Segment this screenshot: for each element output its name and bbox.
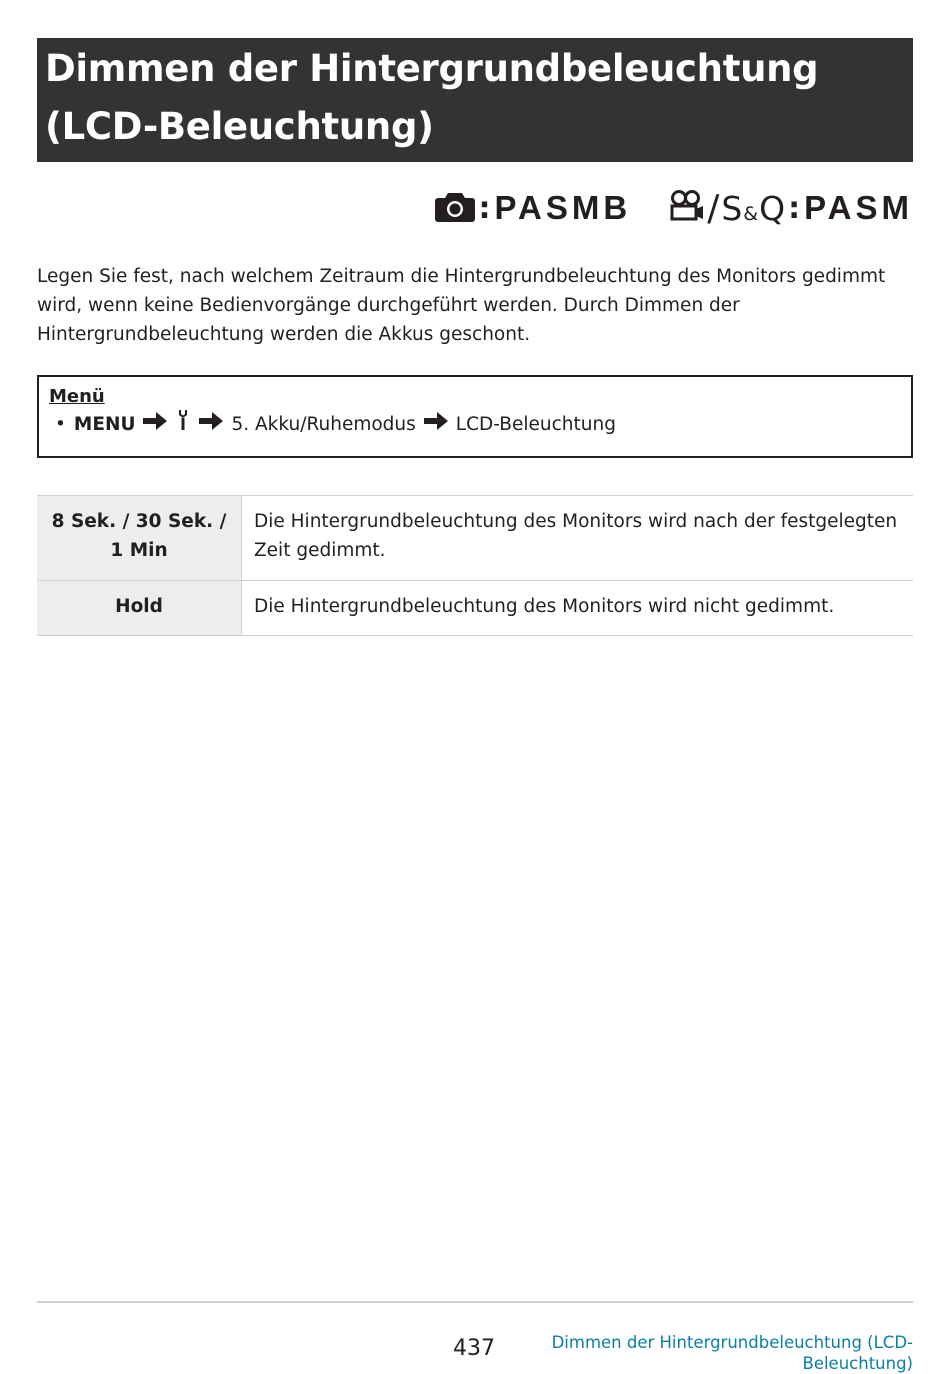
menu-root: MENU: [73, 414, 136, 435]
sq-letter-q: Q: [759, 188, 786, 228]
sq-mode-label: [721, 189, 785, 228]
still-modes: [435, 189, 631, 227]
table-row: [37, 581, 913, 636]
mode-slash: /: [707, 187, 720, 229]
option-key: 8 Sek. / 30 Sek. / 1 Min: [37, 496, 242, 581]
mode-colon: :: [788, 190, 801, 226]
menu-step-akku: 5. Akku/Ruhemodus: [231, 414, 416, 435]
right-arrow-icon: [143, 410, 167, 440]
wrench-icon: [177, 409, 189, 441]
option-description: Die Hintergrundbeleuchtung des Monitors wird nicht gedimmt.: [242, 581, 914, 636]
option-description: Die Hintergrundbeleuchtung des Monitors wird nach der festgelegten Zeit gedimmt.: [242, 496, 914, 581]
menu-heading: Menü: [49, 386, 105, 407]
camera-icon: [435, 190, 475, 226]
right-arrow-icon: [199, 410, 223, 440]
footer-section-link[interactable]: Dimmen der Hintergrundbeleuchtung (LCD-Beleuchtung): [551, 1333, 913, 1373]
menu-box: [37, 375, 913, 458]
table-row: [37, 496, 913, 581]
option-key: Hold: [37, 581, 242, 636]
options-table: [37, 495, 913, 636]
movie-mode-letters: PASM: [804, 189, 913, 226]
mode-colon: :: [478, 190, 491, 226]
page-title: Dimmen der Hintergrundbeleuchtung (LCD-Beleuchtung): [45, 47, 819, 148]
menu-step-lcd: LCD-Beleuchtung: [455, 414, 616, 435]
movie-modes: [667, 188, 913, 229]
right-arrow-icon: [424, 410, 448, 440]
shooting-modes: [435, 186, 913, 230]
menu-path: [55, 409, 901, 441]
footer-divider: [37, 1301, 913, 1303]
page-title-bar: [37, 38, 913, 162]
still-mode-letters: PASMB: [494, 189, 632, 226]
sq-letter-s: S: [721, 188, 743, 228]
bullet: •: [55, 414, 66, 435]
sq-letter-amp: &: [743, 202, 759, 225]
page-number: 437: [453, 1336, 495, 1361]
intro-paragraph: Legen Sie fest, nach welchem Zeitraum die Hintergrundbeleuchtung des Monitors gedimmt wird, wenn keine Bedienvorgänge durchgeführt werden. Durch Dimmen der Hintergrundbeleuchtung werden die Akkus geschont.: [37, 266, 886, 345]
movie-camera-icon: [667, 189, 705, 227]
